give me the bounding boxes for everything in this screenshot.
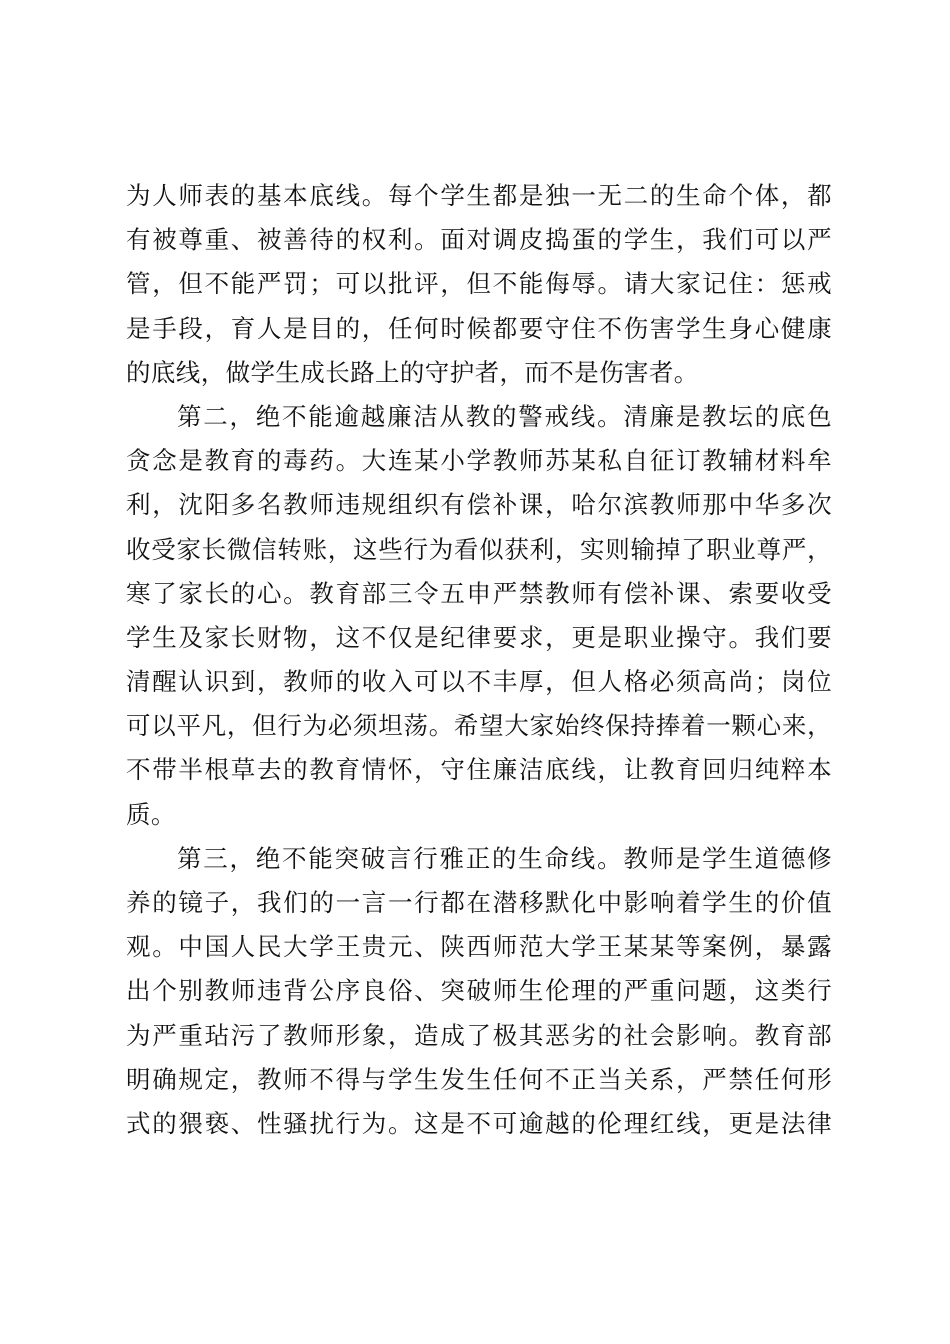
text-line: 收受家长微信转账，这些行为看似获利，实则输掉了职业尊严，: [126, 534, 832, 564]
text-line: 第三，绝不能突破言行雅正的生命线。教师是学生道德修: [177, 843, 832, 873]
text-line: 的底线，做学生成长路上的守护者，而不是伤害者。: [126, 357, 699, 387]
text-line: 学生及家长财物，这不仅是纪律要求，更是职业操守。我们要: [126, 622, 832, 652]
text-line: 有被尊重、被善待的权利。面对调皮捣蛋的学生，我们可以严: [126, 225, 832, 255]
text-line: 第二，绝不能逾越廉洁从教的警戒线。清廉是教坛的底色: [177, 401, 832, 431]
text-line: 贪念是教育的毒药。大连某小学教师苏某私自征订教辅材料牟: [126, 446, 832, 476]
text-line: 质。: [126, 799, 176, 829]
text-line: 管，但不能严罚；可以批评，但不能侮辱。请大家记住：惩戒: [126, 269, 832, 299]
paragraph-2: [126, 395, 832, 837]
text-line: 观。中国人民大学王贵元、陕西师范大学王某某等案例，暴露: [126, 932, 832, 962]
paragraph-3: [126, 837, 832, 1146]
text-line: 是手段，育人是目的，任何时候都要守住不伤害学生身心健康: [126, 313, 832, 343]
text-line: 明确规定，教师不得与学生发生任何不正当关系，严禁任何形: [126, 1064, 832, 1094]
text-line: 可以平凡，但行为必须坦荡。希望大家始终保持捧着一颗心来，: [126, 711, 832, 741]
text-line: 清醒认识到，教师的收入可以不丰厚，但人格必须高尚；岗位: [126, 667, 832, 697]
text-line: 为人师表的基本底线。每个学生都是独一无二的生命个体，都: [126, 181, 832, 210]
text-line: 利，沈阳多名教师违规组织有偿补课，哈尔滨教师那中华多次: [126, 490, 832, 520]
text-line: 寒了家长的心。教育部三令五申严禁教师有偿补课、索要收受: [126, 578, 832, 608]
text-line: 式的猥亵、性骚扰行为。这是不可逾越的伦理红线，更是法律: [126, 1108, 832, 1138]
text-line: 养的镜子，我们的一言一行都在潜移默化中影响着学生的价值: [126, 888, 832, 917]
text-line: 出个别教师违背公序良俗、突破师生伦理的严重问题，这类行: [126, 976, 832, 1006]
paragraph-1: [126, 174, 832, 395]
document-body: [126, 174, 832, 1146]
text-line: 为严重玷污了教师形象，造成了极其恶劣的社会影响。教育部: [126, 1020, 832, 1050]
text-line: 不带半根草去的教育情怀，守住廉洁底线，让教育回归纯粹本: [126, 755, 832, 785]
